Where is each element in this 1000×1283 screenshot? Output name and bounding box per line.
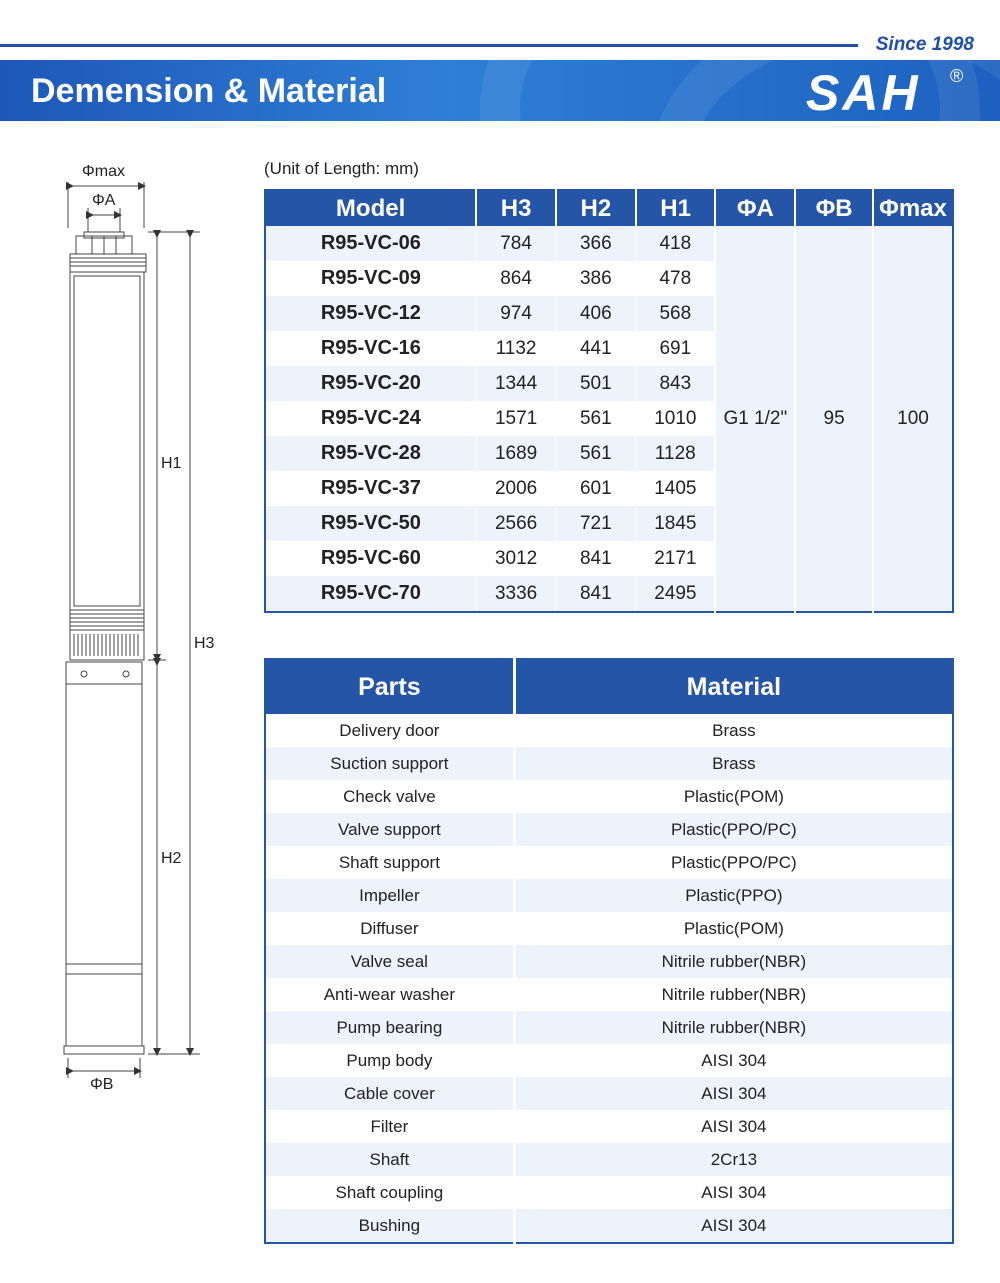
table-row: [265, 978, 953, 1011]
h3-cell: 1132: [476, 331, 556, 366]
h1-cell: 1845: [636, 506, 716, 541]
h3-cell: 3012: [476, 541, 556, 576]
table-row: [265, 1011, 953, 1044]
table-row: [265, 945, 953, 978]
h2-cell: 841: [556, 576, 636, 612]
table-row: [265, 912, 953, 945]
material-cell: Brass: [514, 714, 953, 747]
title-banner: [0, 60, 1000, 121]
material-cell: AISI 304: [514, 1176, 953, 1209]
material-cell: Nitrile rubber(NBR): [514, 945, 953, 978]
h1-cell: 568: [636, 296, 716, 331]
part-cell: Pump bearing: [265, 1011, 514, 1044]
h3-cell: 3336: [476, 576, 556, 612]
table-row: [265, 714, 953, 747]
part-cell: Valve support: [265, 813, 514, 846]
model-cell: R95-VC-09: [265, 261, 476, 296]
model-cell: R95-VC-37: [265, 471, 476, 506]
model-cell: R95-VC-70: [265, 576, 476, 612]
model-cell: R95-VC-20: [265, 366, 476, 401]
h1-cell: 2171: [636, 541, 716, 576]
part-cell: Suction support: [265, 747, 514, 780]
material-cell: AISI 304: [514, 1044, 953, 1077]
page-title: Demension & Material: [31, 72, 387, 110]
h2-cell: 386: [556, 261, 636, 296]
material-cell: AISI 304: [514, 1077, 953, 1110]
h2-cell: 601: [556, 471, 636, 506]
part-cell: Impeller: [265, 879, 514, 912]
table-row: [265, 879, 953, 912]
h1-cell: 691: [636, 331, 716, 366]
model-cell: R95-VC-06: [265, 226, 476, 261]
h2-cell: 406: [556, 296, 636, 331]
material-cell: Plastic(POM): [514, 780, 953, 813]
h2-cell: 366: [556, 226, 636, 261]
phi-b-cell: 95: [795, 226, 873, 612]
h2-cell: 501: [556, 366, 636, 401]
header-rule: [0, 44, 858, 47]
h1-cell: 418: [636, 226, 716, 261]
part-cell: Valve seal: [265, 945, 514, 978]
material-cell: AISI 304: [514, 1209, 953, 1243]
h3-cell: 1571: [476, 401, 556, 436]
h2-cell: 561: [556, 401, 636, 436]
h3-cell: 2566: [476, 506, 556, 541]
material-cell: Plastic(PPO/PC): [514, 846, 953, 879]
part-cell: Delivery door: [265, 714, 514, 747]
table-row: [265, 747, 953, 780]
material-cell: Nitrile rubber(NBR): [514, 978, 953, 1011]
phi-a-cell: G1 1/2": [715, 226, 795, 612]
h1-cell: 2495: [636, 576, 716, 612]
part-cell: Filter: [265, 1110, 514, 1143]
header-phi-b: ΦB: [795, 190, 873, 226]
header-h1: H1: [636, 190, 716, 226]
h2-label: H2: [161, 850, 182, 867]
material-cell: Brass: [514, 747, 953, 780]
h3-cell: 864: [476, 261, 556, 296]
dimension-header-row: [265, 190, 953, 226]
header-phi-a: ΦA: [715, 190, 795, 226]
part-cell: Bushing: [265, 1209, 514, 1243]
h2-cell: 841: [556, 541, 636, 576]
header-h3: H3: [476, 190, 556, 226]
dimension-table: [264, 189, 954, 613]
h1-cell: 843: [636, 366, 716, 401]
phi-b-label: ΦB: [90, 1076, 114, 1093]
phi-a-label: ΦA: [92, 192, 116, 209]
phi-max-label: Φmax: [82, 163, 125, 180]
h3-label: H3: [194, 635, 215, 652]
h1-label: H1: [161, 455, 182, 472]
part-cell: Shaft support: [265, 846, 514, 879]
material-cell: Plastic(POM): [514, 912, 953, 945]
brand-logo: SAH: [806, 65, 921, 121]
model-cell: R95-VC-16: [265, 331, 476, 366]
table-row: [265, 1044, 953, 1077]
model-cell: R95-VC-28: [265, 436, 476, 471]
header-model: Model: [265, 190, 476, 226]
part-cell: Shaft: [265, 1143, 514, 1176]
h3-cell: 1689: [476, 436, 556, 471]
h3-cell: 974: [476, 296, 556, 331]
material-table: [264, 658, 954, 1244]
table-row: [265, 846, 953, 879]
table-row: [265, 1143, 953, 1176]
material-cell: 2Cr13: [514, 1143, 953, 1176]
h1-cell: 1405: [636, 471, 716, 506]
registered-mark: ®: [950, 66, 964, 86]
model-cell: R95-VC-12: [265, 296, 476, 331]
h2-cell: 561: [556, 436, 636, 471]
h1-cell: 1010: [636, 401, 716, 436]
part-cell: Shaft coupling: [265, 1176, 514, 1209]
table-row: [265, 1077, 953, 1110]
phi-max-cell: 100: [873, 226, 953, 612]
since-text: Since 1998: [875, 34, 974, 55]
h3-cell: 2006: [476, 471, 556, 506]
table-row: [265, 813, 953, 846]
h3-cell: 784: [476, 226, 556, 261]
part-cell: Cable cover: [265, 1077, 514, 1110]
material-cell: Nitrile rubber(NBR): [514, 1011, 953, 1044]
table-row: [265, 780, 953, 813]
material-header-row: [265, 659, 953, 714]
table-row: [265, 1110, 953, 1143]
unit-note: (Unit of Length: mm): [264, 159, 419, 178]
header-phi-max: Φmax: [873, 190, 953, 226]
pump-diagram: [0, 150, 240, 1110]
table-row: [265, 1209, 953, 1243]
material-cell: Plastic(PPO/PC): [514, 813, 953, 846]
h1-cell: 478: [636, 261, 716, 296]
model-cell: R95-VC-50: [265, 506, 476, 541]
model-cell: R95-VC-24: [265, 401, 476, 436]
h3-cell: 1344: [476, 366, 556, 401]
header-h2: H2: [556, 190, 636, 226]
part-cell: Pump body: [265, 1044, 514, 1077]
part-cell: Diffuser: [265, 912, 514, 945]
h2-cell: 441: [556, 331, 636, 366]
header-parts: Parts: [265, 659, 514, 714]
material-cell: Plastic(PPO): [514, 879, 953, 912]
h2-cell: 721: [556, 506, 636, 541]
part-cell: Anti-wear washer: [265, 978, 514, 1011]
model-cell: R95-VC-60: [265, 541, 476, 576]
table-row: [265, 1176, 953, 1209]
h1-cell: 1128: [636, 436, 716, 471]
table-row: [265, 226, 953, 261]
part-cell: Check valve: [265, 780, 514, 813]
header-material: Material: [514, 659, 953, 714]
material-cell: AISI 304: [514, 1110, 953, 1143]
